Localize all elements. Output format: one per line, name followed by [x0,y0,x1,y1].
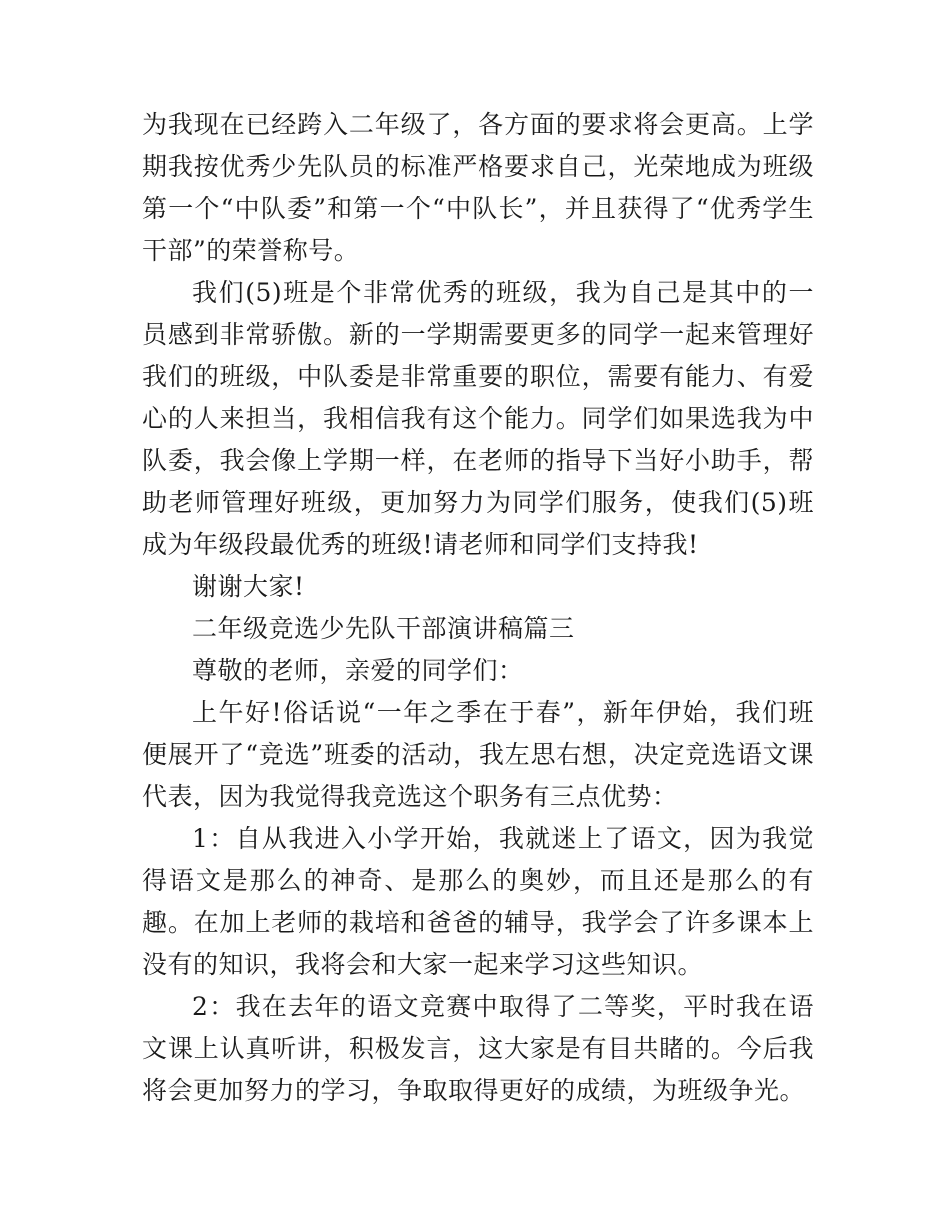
paragraph-point-two: 2：我在去年的语文竞赛中取得了二等奖，平时我在语文课上认真听讲，积极发言，这大家是有目共睹的。今后我将会更加努力的学习，争取取得更好的成绩，为班级争光。 [142,992,814,1105]
paragraph-class-five: 我们(5)班是个非常优秀的班级，我为自己是其中的一员感到非常骄傲。新的一学期需要更多的同学一起来管理好我们的班级，中队委是非常重要的职位，需要有能力、有爱心的人来担当，我相信我有这个能力。同学们如果选我为中队委，我会像上学期一样，在老师的指导下当好小助手，帮助老师管理好班级，更加努力为同学们服务，使我们(5)班成为年级段最优秀的班级!请老师和同学们支持我! [142,278,814,559]
paragraph-greeting: 上午好!俗话说“一年之季在于春”，新年伊始，我们班便展开了“竞选”班委的活动，我左思右想，决定竞选语文课代表，因为我觉得我竞选这个职务有三点优势： [142,698,814,811]
section-heading: 二年级竞选少先队干部演讲稿篇三 [192,614,575,643]
paragraph-continuation: 为我现在已经跨入二年级了，各方面的要求将会更高。上学期我按优秀少先队员的标准严格要求自己，光荣地成为班级第一个“中队委”和第一个“中队长”，并且获得了“优秀学生干部”的荣誉称号。 [142,110,814,265]
paragraph-thanks: 谢谢大家! [192,572,305,601]
document-body [142,104,814,1112]
paragraph-salutation: 尊敬的老师，亲爱的同学们： [192,656,524,685]
paragraph-point-one: 1：自从我进入小学开始，我就迷上了语文，因为我觉得语文是那么的神奇、是那么的奥妙，而且还是那么的有趣。在加上老师的栽培和爸爸的辅导，我学会了许多课本上没有的知识，我将会和大家一起来学习这些知识。 [142,824,814,979]
